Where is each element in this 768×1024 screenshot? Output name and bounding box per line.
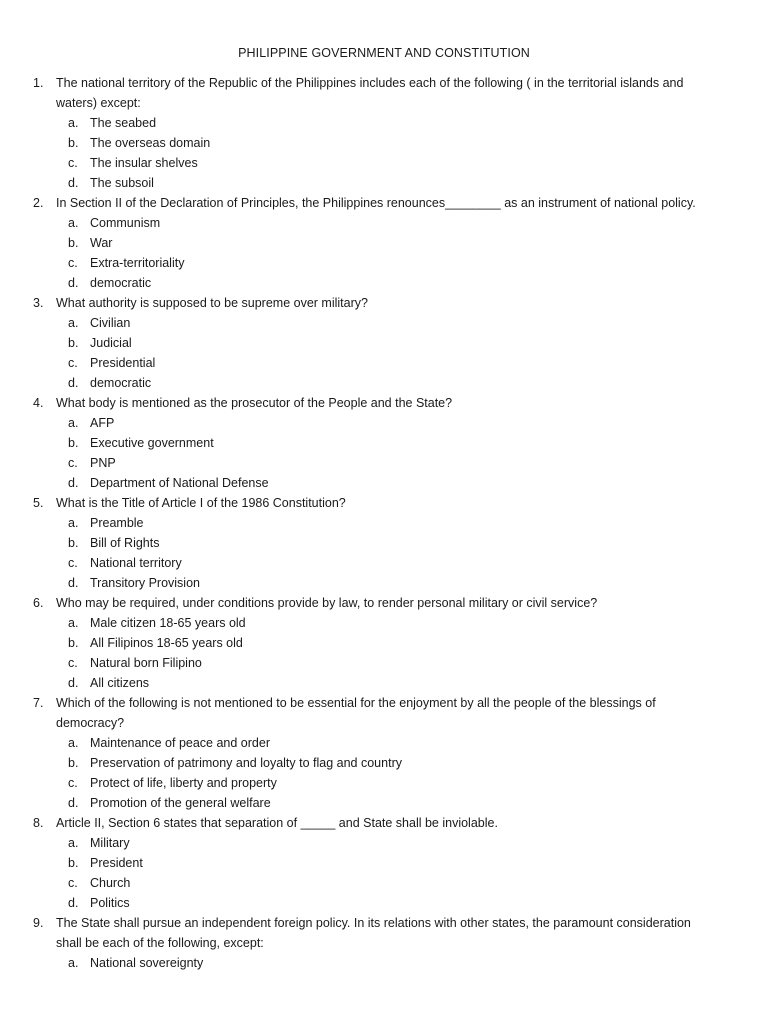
option-text: Preamble — [90, 516, 144, 530]
question-number: 4. — [33, 396, 44, 410]
answer-option — [0, 113, 768, 133]
answer-option — [0, 513, 768, 533]
answer-option — [0, 413, 768, 433]
question-text: The State shall pursue an independent foreign policy. In its relations with other states, the paramount consideration shall be each of the following, except: — [56, 916, 691, 950]
option-text: Preservation of patrimony and loyalty to flag and country — [90, 756, 402, 770]
question-item — [0, 293, 768, 393]
option-text: Transitory Provision — [90, 576, 200, 590]
answer-option — [0, 473, 768, 493]
answer-option — [0, 133, 768, 153]
option-text: democratic — [90, 376, 152, 390]
answer-option — [0, 253, 768, 273]
option-text: All Filipinos 18-65 years old — [90, 636, 243, 650]
question-item — [0, 193, 768, 293]
answer-option — [0, 313, 768, 333]
answer-option — [0, 333, 768, 353]
document-title: PHILIPPINE GOVERNMENT AND CONSTITUTION — [238, 46, 530, 60]
question-item — [0, 693, 768, 813]
answer-option — [0, 213, 768, 233]
question-text: What authority is supposed to be supreme over military? — [56, 296, 368, 310]
option-letter: c. — [68, 556, 78, 570]
option-text: Judicial — [90, 336, 132, 350]
option-text: National sovereignty — [90, 956, 204, 970]
option-text: Department of National Defense — [90, 476, 269, 490]
answer-option — [0, 733, 768, 753]
question-number: 8. — [33, 816, 44, 830]
answer-option — [0, 553, 768, 573]
option-letter: a. — [68, 516, 79, 530]
option-text: President — [90, 856, 143, 870]
option-letter: b. — [68, 536, 79, 550]
option-letter: a. — [68, 316, 79, 330]
option-text: Protect of life, liberty and property — [90, 776, 277, 790]
question-text: Which of the following is not mentioned to be essential for the enjoyment by all the people of the blessings of democracy? — [56, 696, 656, 730]
option-letter: d. — [68, 676, 79, 690]
option-text: Communism — [90, 216, 161, 230]
answer-option — [0, 833, 768, 853]
option-letter: d. — [68, 176, 79, 190]
option-letter: a. — [68, 616, 79, 630]
answer-option — [0, 433, 768, 453]
question-number: 7. — [33, 696, 44, 710]
answer-option — [0, 353, 768, 373]
option-text: The subsoil — [90, 176, 154, 190]
question-item — [0, 73, 768, 193]
question-text: Who may be required, under conditions provide by law, to render personal military or civil service? — [56, 596, 598, 610]
answer-option — [0, 673, 768, 693]
option-letter: b. — [68, 636, 79, 650]
option-letter: b. — [68, 436, 79, 450]
option-letter: b. — [68, 236, 79, 250]
option-text: Male citizen 18-65 years old — [90, 616, 246, 630]
answer-option — [0, 873, 768, 893]
option-letter: c. — [68, 456, 78, 470]
option-letter: a. — [68, 736, 79, 750]
option-letter: c. — [68, 656, 78, 670]
option-text: Bill of Rights — [90, 536, 160, 550]
option-text: Promotion of the general welfare — [90, 796, 271, 810]
question-number: 2. — [33, 196, 44, 210]
option-text: Politics — [90, 896, 130, 910]
question-number: 6. — [33, 596, 44, 610]
question-item — [0, 913, 768, 973]
question-text: What body is mentioned as the prosecutor of the People and the State? — [56, 396, 453, 410]
question-number: 3. — [33, 296, 44, 310]
answer-option — [0, 853, 768, 873]
question-text: In Section II of the Declaration of Principles, the Philippines renounces________ as an instrument of national policy. — [56, 196, 696, 210]
option-letter: c. — [68, 156, 78, 170]
answer-option — [0, 153, 768, 173]
option-letter: d. — [68, 376, 79, 390]
option-text: Maintenance of peace and order — [90, 736, 270, 750]
option-letter: a. — [68, 216, 79, 230]
option-letter: c. — [68, 356, 78, 370]
option-letter: d. — [68, 896, 79, 910]
option-text: The overseas domain — [90, 136, 211, 150]
question-number: 1. — [33, 76, 44, 90]
option-text: AFP — [90, 416, 115, 430]
answer-option — [0, 273, 768, 293]
option-text: Military — [90, 836, 130, 850]
option-text: The seabed — [90, 116, 157, 130]
option-text: Presidential — [90, 356, 156, 370]
question-number: 9. — [33, 916, 44, 930]
option-text: National territory — [90, 556, 182, 570]
question-text: What is the Title of Article I of the 1986 Constitution? — [56, 496, 346, 510]
option-letter: a. — [68, 416, 79, 430]
option-letter: b. — [68, 856, 79, 870]
answer-option — [0, 613, 768, 633]
answer-option — [0, 373, 768, 393]
question-item — [0, 393, 768, 493]
option-letter: c. — [68, 876, 78, 890]
option-letter: a. — [68, 116, 79, 130]
answer-option — [0, 953, 768, 973]
question-text: The national territory of the Republic of the Philippines includes each of the following ( in the territorial islands and waters) except: — [56, 76, 684, 110]
answer-option — [0, 633, 768, 653]
option-text: Natural born Filipino — [90, 656, 202, 670]
question-item — [0, 493, 768, 593]
option-text: Civilian — [90, 316, 131, 330]
answer-option — [0, 573, 768, 593]
option-letter: b. — [68, 756, 79, 770]
answer-option — [0, 653, 768, 673]
question-list — [0, 73, 768, 973]
answer-option — [0, 173, 768, 193]
option-letter: b. — [68, 336, 79, 350]
option-text: democratic — [90, 276, 152, 290]
option-text: War — [90, 236, 113, 250]
answer-option — [0, 793, 768, 813]
option-letter: d. — [68, 576, 79, 590]
answer-option — [0, 753, 768, 773]
answer-option — [0, 233, 768, 253]
question-item — [0, 593, 768, 693]
question-item — [0, 813, 768, 913]
option-text: All citizens — [90, 676, 150, 690]
option-text: Executive government — [90, 436, 214, 450]
option-text: Church — [90, 876, 131, 890]
option-letter: d. — [68, 276, 79, 290]
answer-option — [0, 453, 768, 473]
option-letter: d. — [68, 796, 79, 810]
option-letter: b. — [68, 136, 79, 150]
option-letter: c. — [68, 256, 78, 270]
option-text: The insular shelves — [90, 156, 198, 170]
answer-option — [0, 773, 768, 793]
option-letter: a. — [68, 836, 79, 850]
answer-option — [0, 533, 768, 553]
option-text: Extra-territoriality — [90, 256, 185, 270]
option-letter: c. — [68, 776, 78, 790]
option-letter: a. — [68, 956, 79, 970]
question-text: Article II, Section 6 states that separation of _____ and State shall be inviolable. — [56, 816, 498, 830]
option-text: PNP — [90, 456, 116, 470]
answer-option — [0, 893, 768, 913]
option-letter: d. — [68, 476, 79, 490]
question-number: 5. — [33, 496, 44, 510]
